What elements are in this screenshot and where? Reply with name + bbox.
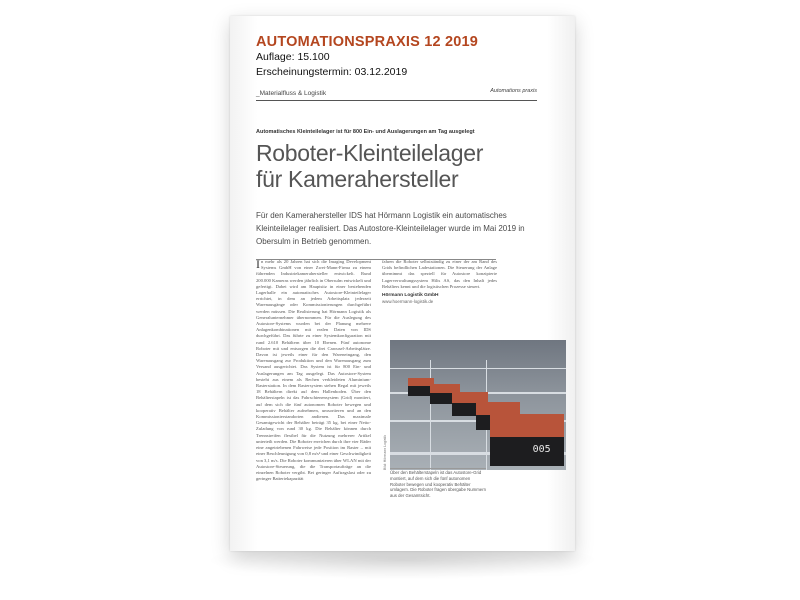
article-headline — [256, 140, 483, 192]
circulation: Auflage: 15.100 — [256, 51, 330, 63]
headline-line-2: für Kamerahersteller — [256, 166, 459, 192]
article-kicker: Automatisches Kleinteilelager ist für 800 Ein- und Auslagerungen am Tag ausgelegt — [256, 129, 475, 135]
grid-rail — [390, 368, 566, 369]
grid-rail — [430, 360, 431, 470]
robot-display: 005 — [532, 444, 551, 456]
brand-logo: Automations praxis — [490, 88, 537, 94]
author-website: www.hoermann-logistik.de — [382, 299, 434, 305]
robot-foreground — [490, 414, 564, 466]
release-date: Erscheinungstermin: 03.12.2019 — [256, 66, 408, 78]
body-text-left: n mehr als 20 Jahren hat sich die Imaging Development Systems GmbH von einer Zwei-Mann-Firma zu einem führenden Industriekamerahersteller entwickelt. Rund 200.000 Kameras werden jährlich in Obersulm entwickelt und gefertigt. Dabei wird am Hauptsitz in einer bestehenden Lagerhalle ein automatisches Autostore-Kleinteilelager errichtet, in dem an jedem Arbeitsplatz jederzeit Warenausgänge oder Kommissionierungen durchgeführt werden müssen. Die Realisierung hat Hörmann Logistik als Generalunternehmer übernommen. Für die Auslegung des Autostore-Systems wurden bei der Planung mehrere Anlagenkombinationen mit realen Daten von IDS durchgeführt. Das führte zu einer Systemkonfiguration mit rund 2.610 Behältern über 10 Ebenen. Fünf autonome Roboter mit und entsorgen die drei Carousel-Arbeitsplätze. Davon ist jeweils einer für den Wareneingang, den Warenausgang zur Produktion und den Warenausgang zum Versand ausgerichtet. Das System ist für 800 Ein- und Auslagerungen am Tag ausgelegt. Das Autostore-System besteht aus einem als Rechen verkleideten Aluminium-Rasterstation. In dem Rastersystem stehen Regal mit jeweils 18 Behältern direkt auf dem Hallenboden. Über den Behälterstapeln ist das Fahrschienensystem (Grid) montiert, auf dem sich die fünf autonomen Roboter bewegen und kooperativ Behälter aufnehmen, umsortieren und an den Kommissionierstandorten andienen. Das maximale Gesamtgewicht der Behälter beträgt 35 kg, bei einer Netto-Zuladung von rund 30 kg. Die Behälter können durch Trennstreifen flexibel für die Nutzung mehrerer Artikel unterteilt werden. Die Roboter erreichen durch ihre vier Räder eine angetriebenen Fahrweise jede Position im Raster – mit einer Beschleunigung von 0,8 m/s² und einer Geschwindigkeit von 3,1 m/s. Die Roboter kommunizieren über WLAN mit der Autostore-Steuerung, die die Transportaufträge an die einzelnen Roboter vergibt. Bei geringer Auftragslast oder zu geringer Batteriekapazität — [256, 259, 371, 482]
author: Hörmann Logistik GmbH — [382, 293, 439, 299]
publication-info — [256, 34, 478, 80]
photo-credit: Bild: Hörmann Logistik — [383, 434, 387, 470]
photo-caption: Über den Behälterstapeln ist das Autostore-Grid montiert, auf dem sich die fünf autonomen Roboter bewegen und kooperativ Behälter umlagern. Die Roboter fragen übergabe Nummern aus der Gesamtsicht. — [390, 470, 487, 499]
section-label: _Materialfluss & Logistik — [256, 90, 327, 97]
body-column-left — [256, 259, 371, 482]
article-lead: Für den Kamerahersteller IDS hat Hörmann Logistik ein automatisches Kleinteilelager realisiert. Das Autostore-Kleinteilelager wurde im Mai 2019 in Obersulm in Betrieb genommen. — [256, 211, 525, 247]
publication-title: AUTOMATIONSPRAXIS 12 2019 — [256, 34, 479, 50]
body-text-right: fahren die Roboter selbstständig zu einer der am Rand des Grids befindlichen Ladestationen. Die Steuerung der Anlage übernimmt das speziell für Autostore konzipierte Lagerverwaltungssystem Hilis AS, das den Inhalt jedes Behälters kennt und die logistischen Prozesse steuert. — [382, 259, 497, 289]
body-column-right — [382, 259, 497, 305]
drop-cap: I — [256, 257, 260, 271]
warehouse-robot-photo — [390, 340, 566, 470]
header-rule — [256, 100, 537, 101]
caption-rule — [390, 468, 486, 469]
headline-line-1: Roboter-Kleinteilelager — [256, 140, 484, 166]
